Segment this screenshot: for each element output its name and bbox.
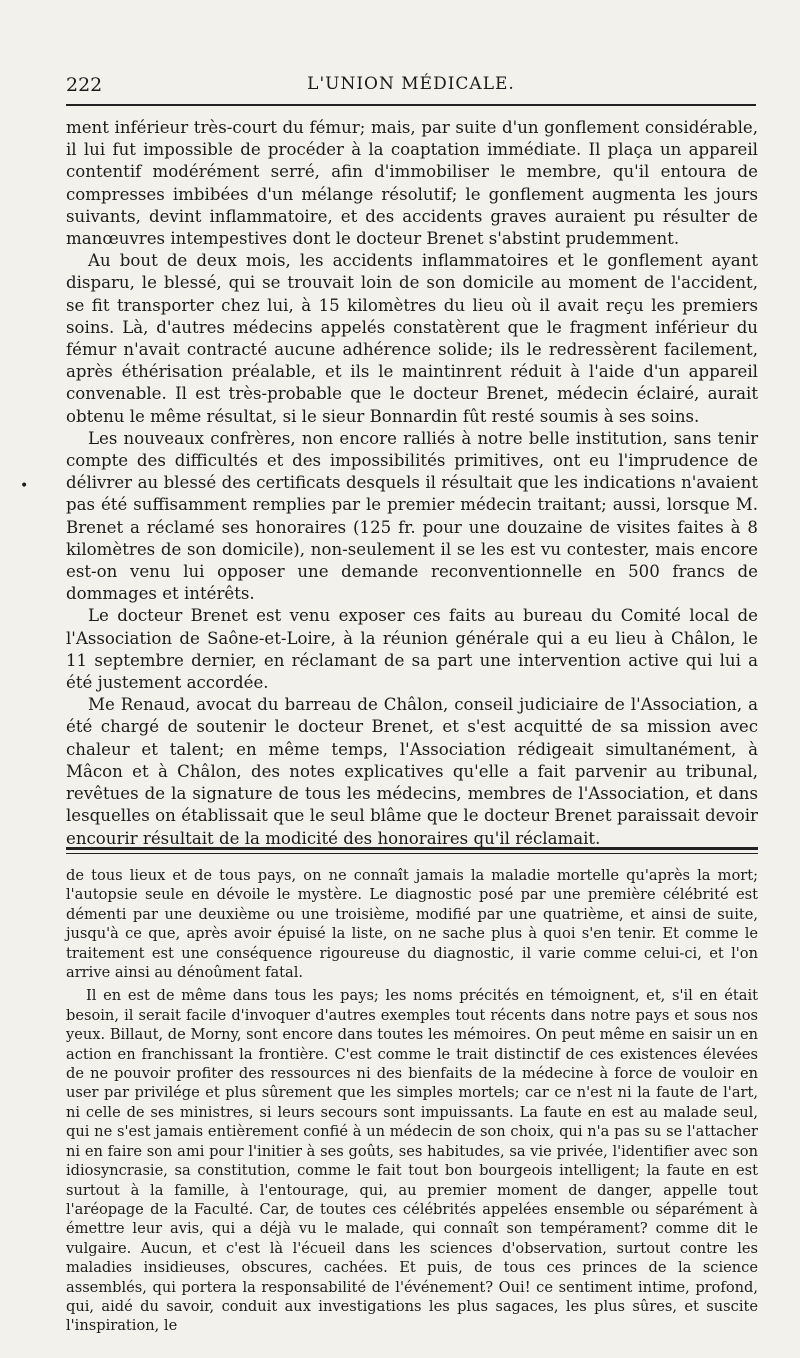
article-paragraph: Les nouveaux confrères, non encore ralliés à notre belle institution, sans tenir compte des difficultés et des impossibilités primitives, ont eu l'imprudence de délivrer au blessé des certificats desquels il résultait que les indications n'avaient pas été suffisamment remplies par le premier médecin traitant; aussi, lorsque M. Brenet a réclamé ses honoraires (125 fr. pour une douzaine de visites faites à 8 kilomètres de son domicile), non-seulement il se les est vu contester, mais encore est-on venu lui opposer une demande reconventionnelle en 500 francs de dommages et intérêts. — [66, 428, 758, 604]
article-paragraph: Au bout de deux mois, les accidents inflammatoires et le gonflement ayant disparu, le blessé, qui se trouvait loin de son domicile au moment de l'accident, se fit transporter chez lui, à 15 kilomètres du lieu où il avait reçu les premiers soins. Là, d'autres médecins appelés constatèrent que le fragment inférieur du fémur n'avait contracté aucune adhérence solide; ils le redressèrent facilement, après éthérisation préalable, et ils le maintinrent réduit à l'aide d'un appareil convenable. Il est très-probable que le docteur Brenet, médecin éclairé, aurait obtenu le même résultat, si le sieur Bonnardin fût resté soumis à ses soins. — [66, 251, 758, 426]
running-title: L'UNION MÉDICALE. — [307, 74, 515, 94]
article-paragraph: Le docteur Brenet est venu exposer ces faits au bureau du Comité local de l'Association de Saône-et-Loire, à la réunion générale qui a eu lieu à Châlon, le 11 septembre dernier, en réclamant de sa part une intervention active qui lui a été justement accordée. — [66, 606, 758, 693]
feuilleton-rule-thick — [66, 847, 758, 850]
page-header — [66, 70, 756, 98]
article-paragraph: Me Renaud, avocat du barreau de Châlon, conseil judiciaire de l'Association, a été chargé de soutenir le docteur Brenet, et s'est acquitté de sa mission avec chaleur et talent; en même temps, l'Association rédigeait simultanément, à Mâcon et à Châlon, des notes explicatives qu'elle a fait parvenir au tribunal, revêtues de la signature de tous les médecins, membres de l'Association, et dans lesquelles on établissait que le seul blâme que le docteur Brenet paraissait devoir encourir résultait de la modicité des honoraires qu'il réclamait. — [66, 695, 758, 848]
feuilleton-paragraph: de tous lieux et de tous pays, on ne connaît jamais la maladie mortelle qu'après la mort; l'autopsie seule en dévoile le mystère. Le diagnostic posé par une première célébrité est démenti par une deuxième ou une troisième, modifié par une quatrième, et ainsi de suite, jusqu'à ce que, après avoir épuisé la liste, on ne sache plus à quoi s'en tenir. Et comme le traitement est une conséquence rigoureuse du diagnostic, il varie comme celui-ci, et l'on arrive ainsi au dénoûment fatal. — [66, 867, 758, 982]
main-article — [66, 117, 758, 850]
margin-mark: • — [20, 478, 29, 494]
feuilleton-paragraph: Il en est de même dans tous les pays; les noms précités en témoignent, et, s'il en était besoin, il serait facile d'invoquer d'autres exemples tout récents dans notre pays et sous nos yeux. Billaut, de Morny, sont encore dans toutes les mémoires. On peut même en saisir un en action en franchissant la frontière. C'est comme le trait distinctif de ces existences élevées de ne pouvoir profiter des ressources ni des bienfaits de la médecine à force de vouloir en user par privilége et plus sûrement que les simples mortels; car ce n'est ni la faute de l'art, ni celle de ses ministres, si leurs secours sont impuissants. La faute en est au malade seul, qui ne s'est jamais entièrement confié à un médecin de son choix, qui n'a pas su se l'attacher ni en faire son ami pour l'initier à ses goûts, ses habitudes, sa vie privée, l'identifier avec son idiosyncrasie, sa constitution, comme le fait tout bon bourgeois intelligent; la faute en est surtout à la famille, à l'entourage, qui, au premier moment de danger, appelle tout l'aréopage de la Faculté. Car, de toutes ces célébrités appelées ensemble ou séparément à émettre leur avis, qui a déjà vu le malade, qui connaît son tempérament? comme dit le vulgaire. Aucun, et c'est là l'écueil dans les sciences d'observation, surtout contre les maladies insidieuses, obscures, cachées. Et puis, de tous ces princes de la science assemblés, qui portera la responsabilité de l'événement? Oui! ce sentiment intime, profond, qui, aidé du savoir, conduit aux investigations les plus sagaces, les plus sûres, et suscite l'inspiration, le — [66, 987, 758, 1335]
feuilleton-rule-thin — [66, 853, 758, 854]
page-number: 222 — [66, 74, 103, 96]
header-rule — [66, 104, 756, 106]
article-paragraph: ment inférieur très-court du fémur; mais, par suite d'un gonflement considérable, il lui fut impossible de procéder à la coaptation immédiate. Il plaça un appareil contentif modérément serré, afin d'immobiliser le membre, qu'il entoura de compresses imbibées d'un mélange résolutif; le gonflement augmenta les jours suivants, devint inflammatoire, et des accidents graves auraient pu résulter de manœuvres intempestives dont le docteur Brenet s'abstint prudemment. — [66, 118, 758, 249]
feuilleton-section — [66, 866, 758, 1336]
